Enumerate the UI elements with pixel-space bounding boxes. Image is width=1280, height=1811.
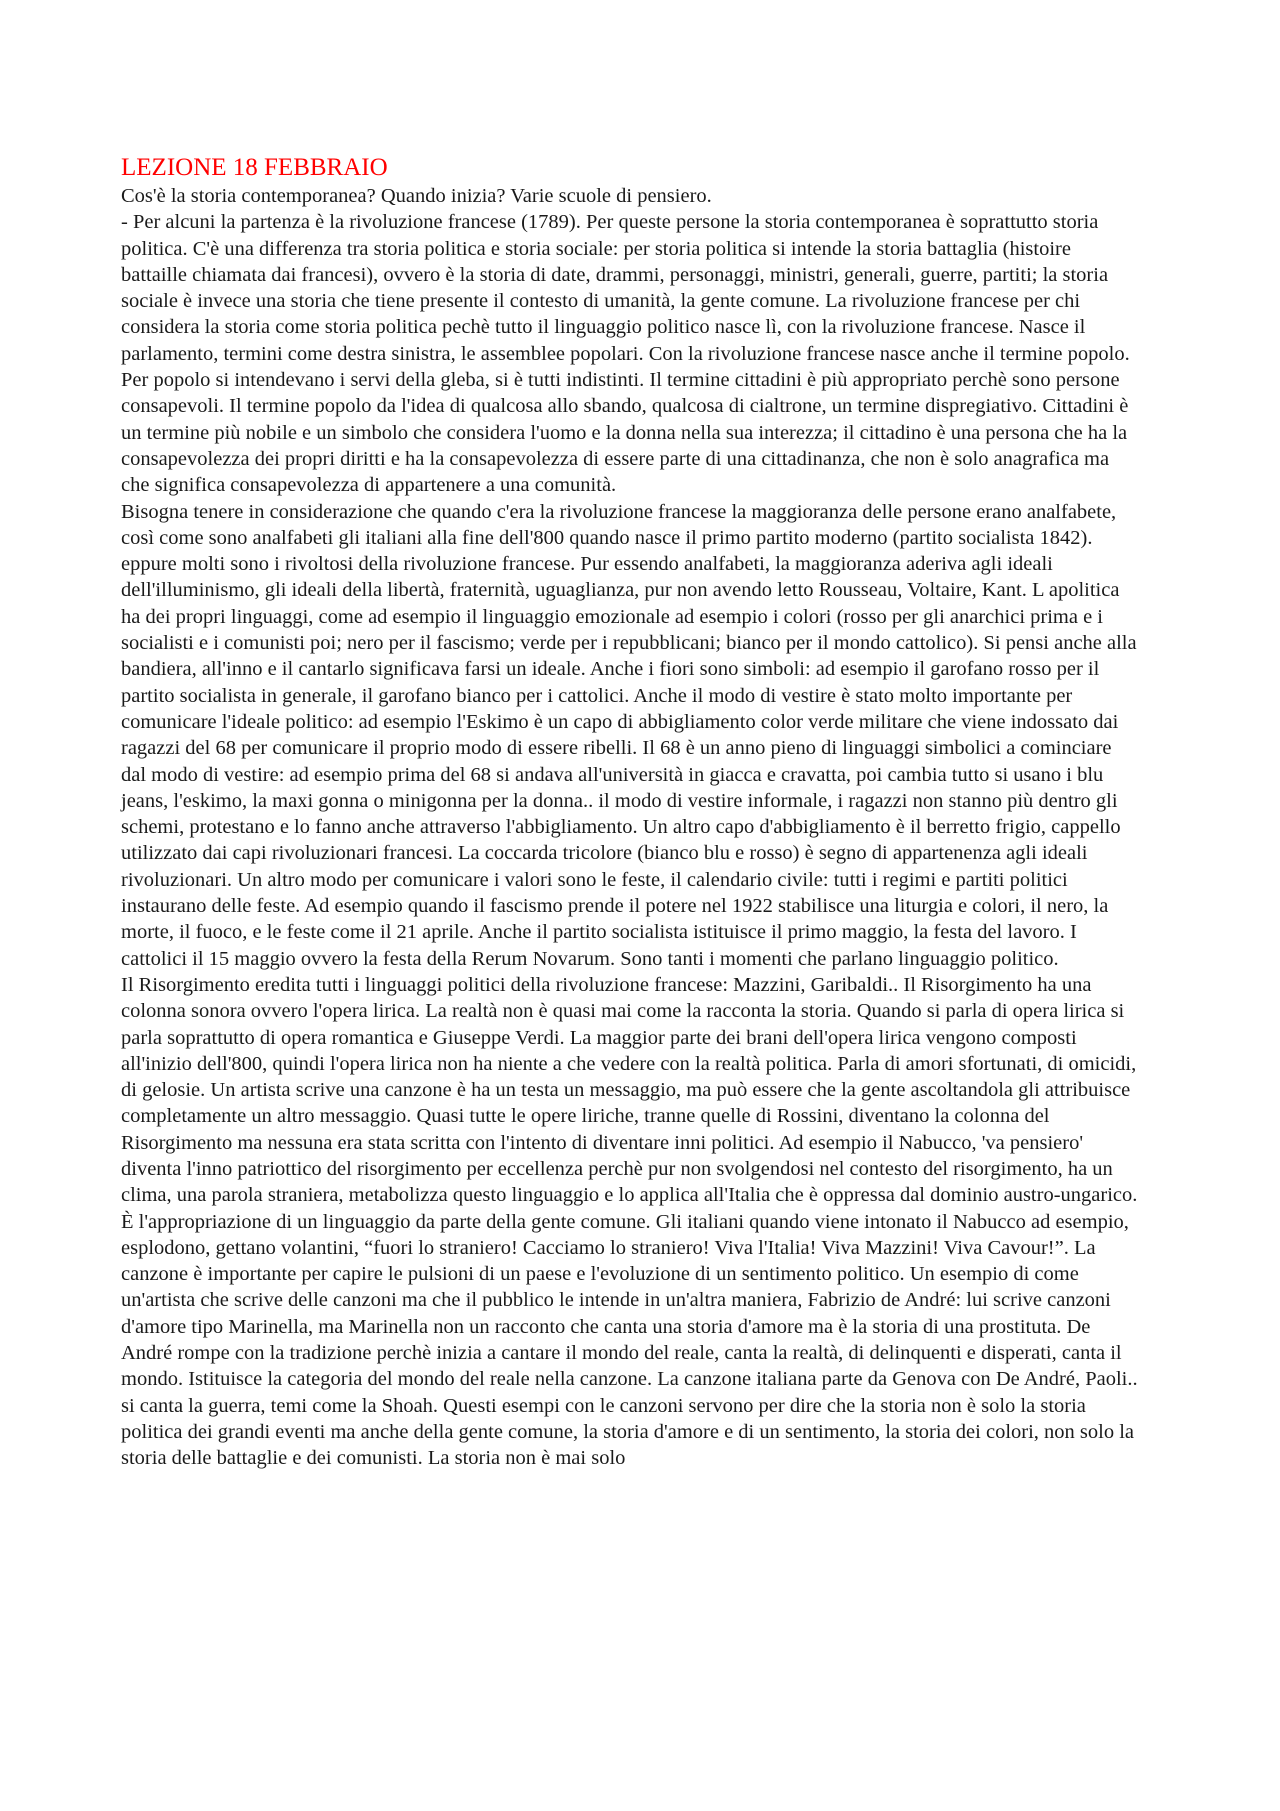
paragraph-french-revolution: - Per alcuni la partenza è la rivoluzione francese (1789). Per queste persone la storia contemporanea è soprattutto storia politica. C'è una differenza tra storia politica e storia sociale: per storia politica si intende la storia battaglia (histoire battaille chiamata dai francesi), ovvero è la storia di date, drammi, personaggi, ministri, generali, guerre, partiti; la storia sociale è invece una storia che tiene presente il contesto di umanità, la gente comune. La rivoluzione francese per chi considera la storia come storia politica pechè tutto il linguaggio politico nasce lì, con la rivoluzione francese. Nasce il parlamento, termini come destra sinistra, le assemblee popolari. Con la rivoluzione francese nasce anche il termine popolo. Per popolo si intendevano i servi della gleba, si è tutti indistinti. Il termine cittadini è più appropriato perchè sono persone consapevoli. Il termine popolo da l'idea di qualcosa allo sbando, qualcosa di cialtrone, un termine dispregiativo. Cittadini è un termine più nobile e un simbolo che considera l'uomo e la donna nella sua interezza; il cittadino è una persona che ha la consapevolezza dei propri diritti e ha la consapevolezza di essere parte di una cittadinanza, che non è solo anagrafica ma che significa consapevolezza di appartenere a una comunità. <box>121 211 1130 497</box>
document-body <box>121 153 1141 1472</box>
paragraph-intro-question: Cos'è la storia contemporanea? Quando inizia? Varie scuole di pensiero. <box>121 185 712 207</box>
paragraph-political-languages: Bisogna tenere in considerazione che quando c'era la rivoluzione francese la maggioranza delle persone erano analfabete, così come sono analfabeti gli italiani alla fine dell'800 quando nasce il primo partito moderno (partito socialista 1842). eppure molti sono i rivoltosi della rivoluzione francese. Pur essendo analfabeti, la maggioranza aderiva agli ideali dell'illuminismo, gli ideali della libertà, fraternità, uguaglianza, pur non avendo letto Rousseau, Voltaire, Kant. L apolitica ha dei propri linguaggi, come ad esempio il linguaggio emozionale ad esempio i colori (rosso per gli anarchici prima e i socialisti e i comunisti poi; nero per il fascismo; verde per i repubblicani; bianco per il mondo cattolico). Si pensi anche alla bandiera, all'inno e il cantarlo significava farsi un ideale. Anche i fiori sono simboli: ad esempio il garofano rosso per il partito socialista in generale, il garofano bianco per i cattolici. Anche il modo di vestire è stato molto importante per comunicare l'ideale politico: ad esempio l'Eskimo è un capo di abbigliamento color verde militare che viene indossato dai ragazzi del 68 per comunicare il proprio modo di essere ribelli. Il 68 è un anno pieno di linguaggi simbolici a cominciare dal modo di vestire: ad esempio prima del 68 si andava all'università in giacca e cravatta, poi cambia tutto si usano i blu jeans, l'eskimo, la maxi gonna o minigonna per la donna.. il modo di vestire informale, i ragazzi non stanno più dentro gli schemi, protestano e lo fanno anche attraverso l'abbigliamento. Un altro capo d'abbigliamento è il berretto frigio, cappello utilizzato dai capi rivoluzionari francesi. La coccarda tricolore (bianco blu e rosso) è segno di appartenenza agli ideali rivoluzionari. Un altro modo per comunicare i valori sono le feste, il calendario civile: tutti i regimi e partiti politici instaurano delle feste. Ad esempio quando il fascismo prende il potere nel 1922 stabilisce una liturgia e colori, il nero, la morte, il fuoco, e le feste come il 21 aprile. Anche il partito socialista istituisce il primo maggio, la festa del lavoro. I cattolici il 15 maggio ovvero la festa della Rerum Novarum. Sono tanti i momenti che parlano linguaggio politico. <box>121 500 1137 970</box>
paragraph-risorgimento: Il Risorgimento eredita tutti i linguaggi politici della rivoluzione francese: Mazzini, Garibaldi.. Il Risorgimento ha una colonna sonora ovvero l'opera lirica. La realtà non è quasi mai come la racconta la storia. Quando si parla di opera lirica si parla soprattutto di opera romantica e Giuseppe Verdi. La maggior parte dei brani dell'opera lirica vengono composti all'inizio dell'800, quindi l'opera lirica non ha niente a che vedere con la realtà politica. Parla di amori sfortunati, di omicidi, di gelosie. Un artista scrive una canzone è ha un testa un messaggio, ma può essere che la gente ascoltandola gli attribuisce completamente un altro messaggio. Quasi tutte le opere liriche, tranne quelle di Rossini, diventano la colonna del Risorgimento ma nessuna era stata scritta con l'intento di diventare inni politici. Ad esempio il Nabucco, 'va pensiero' diventa l'inno patriottico del risorgimento per eccellenza perchè pur non svolgendosi nel contesto del risorgimento, ha un clima, una parola straniera, metabolizza questo linguaggio e lo applica all'Italia che è oppressa dal dominio austro-ungarico. È l'appropriazione di un linguaggio da parte della gente comune. Gli italiani quando viene intonato il Nabucco ad esempio, esplodono, gettano volantini, “fuori lo straniero! Cacciamo lo straniero! Viva l'Italia! Viva Mazzini! Viva Cavour!”. La canzone è importante per capire le pulsioni di un paese e l'evoluzione di un sentimento politico. Un esempio di come un'artista che scrive delle canzoni ma che il pubblico le intende in un'altra maniera, Fabrizio de André: lui scrive canzoni d'amore tipo Marinella, ma Marinella non un racconto che canta una storia d'amore ma è la storia di una prostituta. De André rompe con la tradizione perchè inizia a cantare il mondo del reale, canta la realtà, di delinquenti e disperati, canta il mondo. Istituisce la categoria del mondo del reale nella canzone. La canzone italiana parte da Genova con De André, Paoli.. si canta la guerra, temi come la Shoah. Questi esempi con le canzoni servono per dire che la storia non è solo la storia politica dei grandi eventi ma anche della gente comune, la storia d'amore e di un sentimento, la storia dei colori, non solo la storia delle battaglie e dei comunisti. La storia non è mai solo <box>121 973 1138 1470</box>
lesson-text <box>121 183 1141 1472</box>
lesson-heading: LEZIONE 18 FEBBRAIO <box>121 154 388 181</box>
